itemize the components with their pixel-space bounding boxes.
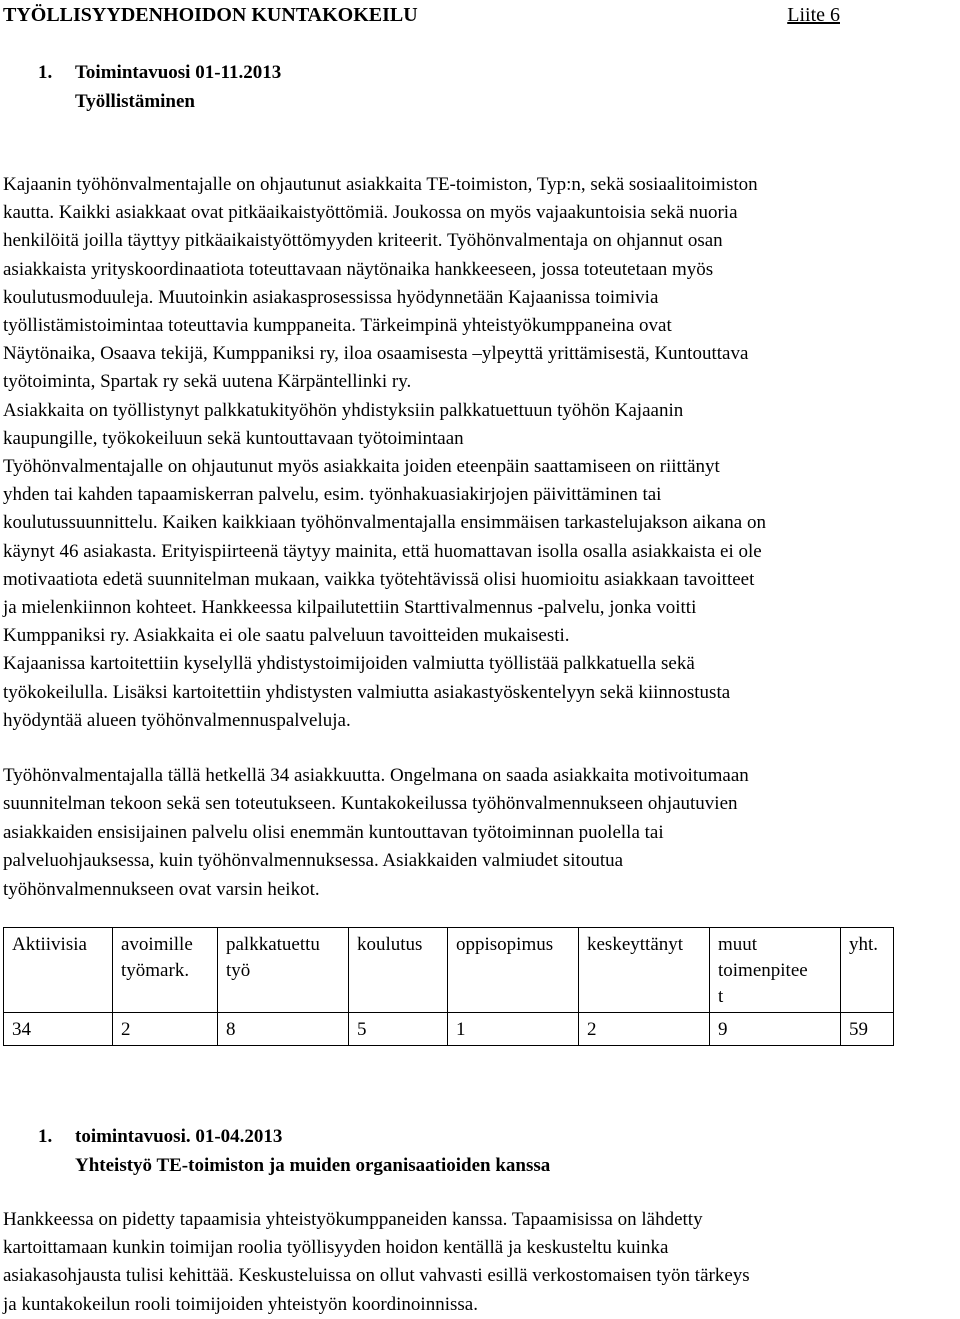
table-header-cell xyxy=(349,928,448,1013)
section1-number: 1. xyxy=(38,62,53,83)
table-cell: 1 xyxy=(448,1013,579,1046)
section1-paragraph xyxy=(3,171,957,735)
paragraph-line: koulutussuunnittelu. Kaiken kaikkiaan työhönvalmentajalla ensimmäisen tarkastelujakson aikana on xyxy=(3,512,766,534)
paragraph-line: henkilöitä joilla täyttyy pitkäaikaistyöttömyyden kriteerit. Työhönvalmentaja on ohjannut osan xyxy=(3,230,723,252)
paragraph-line: palveluohjauksessa, kuin työhönvalmennuksessa. Asiakkaiden valmiudet sitoutua xyxy=(3,850,624,872)
table-header-cell xyxy=(113,928,218,1013)
header-text: Aktiivisia xyxy=(12,934,87,955)
table-cell: 34 xyxy=(4,1013,113,1046)
header-text: työmark. xyxy=(121,960,190,981)
paragraph-line: kautta. Kaikki asiakkaat ovat pitkäaikaistyöttömiä. Joukossa on myös vajaakuntoisia sekä nuoria xyxy=(3,202,738,224)
document-title: TYÖLLISYYDENHOIDON KUNTAKOKEILU xyxy=(3,4,418,26)
paragraph-line: asiakkaiden ensisijainen palvelu olisi enemmän kuntouttavan työtoiminnan puolella tai xyxy=(3,821,664,843)
section2-number: 1. xyxy=(38,1126,53,1147)
table-header-cell xyxy=(218,928,349,1013)
section2-paragraph xyxy=(3,1206,957,1319)
header-text: muut xyxy=(718,934,758,955)
section1-subheading: Työllistäminen xyxy=(75,91,195,112)
table-cell: 59 xyxy=(841,1013,894,1046)
header-text: oppisopimus xyxy=(456,934,554,955)
appendix-label: Liite 6 xyxy=(787,4,840,26)
section1-heading xyxy=(38,58,281,87)
paragraph-line: koulutusmoduuleja. Muutoinkin asiakasprosessissa hyödynnetään Kajaanissa toimivia xyxy=(3,286,659,308)
paragraph-line: Työhönvalmentajalle on ohjautunut myös asiakkaita joiden eteenpäin saattamiseen on riittänyt xyxy=(3,456,720,478)
table-cell: 2 xyxy=(113,1013,218,1046)
table-header-cell xyxy=(841,928,894,1013)
paragraph-line: Hankkeessa on pidetty tapaamisia yhteistyökumppaneiden kanssa. Tapaamisissa on lähdetty xyxy=(3,1209,703,1230)
table-header-cell xyxy=(710,928,841,1013)
section1-paragraph-2 xyxy=(3,762,957,904)
paragraph-line: Näytönaika, Osaava tekijä, Kumppaniksi ry, iloa osaamisesta –ylpeyttä yrittämisestä, Kuntouttava xyxy=(3,343,749,365)
table-row xyxy=(4,1013,894,1046)
paragraph-line: Asiakkaita on työllistynyt palkkatukityöhön yhdistyksiin palkkatuettuun työhön Kajaanin xyxy=(3,399,684,421)
header-text: toimenpitee xyxy=(718,960,808,981)
paragraph-line: käynyt 46 asiakasta. Erityispiirteenä täytyy mainita, että huomattavan isolla osalla asiakkaista ei ole xyxy=(3,540,762,562)
paragraph-line: suunnitelman tekoon sekä sen toteutukseen. Kuntakokeilussa työhönvalmennukseen ohjautuvien xyxy=(3,793,738,815)
paragraph-line: työllistämistoimintaa toteuttavia kumppaneita. Tärkeimpinä yhteistyökumppaneina ovat xyxy=(3,315,672,337)
paragraph-line: työtoiminta, Spartak ry sekä uutena Kärpäntellinki ry. xyxy=(3,371,412,393)
table-cell: 5 xyxy=(349,1013,448,1046)
paragraph-line: kaupungille, työkokeiluun sekä kuntouttavaan työtoimintaan xyxy=(3,427,464,449)
table-cell: 9 xyxy=(710,1013,841,1046)
document-header xyxy=(0,0,960,34)
table-header-cell xyxy=(448,928,579,1013)
table-header-row xyxy=(4,928,894,1013)
paragraph-line: hyödyntää alueen työhönvalmennuspalveluja. xyxy=(3,709,351,731)
section1-heading-text: Toimintavuosi 01-11.2013 xyxy=(75,62,282,83)
paragraph-line: yhden tai kahden tapaamiskerran palvelu, esim. työnhakuasiakirjojen päivittäminen tai xyxy=(3,484,662,506)
table-header-cell xyxy=(4,928,113,1013)
table-header-cell xyxy=(579,928,710,1013)
statistics-table xyxy=(3,927,894,1046)
section2-heading-text: toimintavuosi. 01-04.2013 xyxy=(75,1126,283,1147)
paragraph-line: työkokeilulla. Lisäksi kartoitettiin yhdistysten valmiutta asiakastyöskentelyyn sekä kiinnostusta xyxy=(3,681,731,703)
paragraph-line: Kajaanin työhönvalmentajalle on ohjautunut asiakkaita TE-toimiston, Typ:n, sekä sosiaalitoimiston xyxy=(3,174,758,195)
section2-heading xyxy=(38,1122,282,1151)
header-text: koulutus xyxy=(357,934,423,955)
header-text: keskeyttänyt xyxy=(587,934,684,955)
table-cell: 2 xyxy=(579,1013,710,1046)
table-cell: 8 xyxy=(218,1013,349,1046)
paragraph-line: ja kuntakokeilun rooli toimijoiden yhteistyön koordinoinnissa. xyxy=(3,1293,478,1315)
header-text: palkkatuettu xyxy=(226,934,320,955)
paragraph-line: Kajaanissa kartoitettiin kyselyllä yhdistystoimijoiden valmiutta työllistää palkkatuella sekä xyxy=(3,653,695,675)
header-text: t xyxy=(718,986,724,1007)
header-text: yht. xyxy=(849,934,879,955)
paragraph-line: motivaatiota edetä suunnitelman mukaan, vaikka työtehtävissä olisi huomioitu asiakkaan tavoitteet xyxy=(3,568,755,590)
paragraph-line: asiakasohjausta tulisi kehittää. Keskusteluissa on ollut vahvasti esillä verkostomaisen työn tärkeys xyxy=(3,1265,750,1287)
paragraph-line: Kumppaniksi ry. Asiakkaita ei ole saatu palveluun tavoitteiden mukaisesti. xyxy=(3,625,570,647)
paragraph-line: asiakkaista yrityskoordinaatiota toteuttavaan näytönaika hankkeeseen, jossa toteutetaan myös xyxy=(3,258,714,280)
paragraph-line: ja mielenkiinnon kohteet. Hankkeessa kilpailutettiin Starttivalmennus -palvelu, jonka voitti xyxy=(3,597,697,619)
paragraph-line: työhönvalmennukseen ovat varsin heikot. xyxy=(3,878,320,900)
paragraph-line: kartoittamaan kunkin toimijan roolia työllisyyden hoidon kentällä ja keskusteltu kuinka xyxy=(3,1237,669,1259)
section2-subheading: Yhteistyö TE-toimiston ja muiden organisaatioiden kanssa xyxy=(75,1155,551,1176)
paragraph-line: Työhönvalmentajalla tällä hetkellä 34 asiakkuutta. Ongelmana on saada asiakkaita motivoitumaan xyxy=(3,765,749,786)
header-text: avoimille xyxy=(121,934,193,955)
header-text: työ xyxy=(226,960,251,981)
